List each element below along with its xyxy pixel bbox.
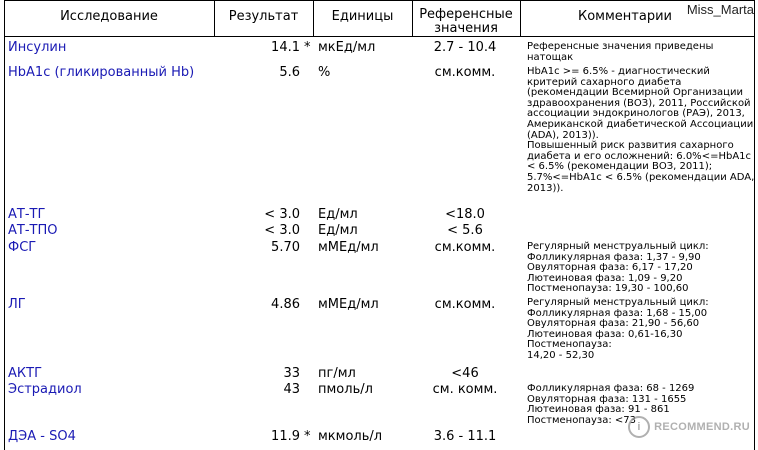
row-comment-insulin: Референсные значения приведены натощак (527, 41, 714, 63)
row-ref-insulin: 2.7 - 10.4 (433, 40, 497, 55)
row-result-fsg: 5.70 (271, 240, 300, 255)
row-unit-fsg: мМЕд/мл (318, 240, 379, 255)
row-name-at-tpo: АТ-ТПО (8, 223, 58, 238)
table-top-border (4, 0, 754, 1)
row-result-estradiol: 43 (283, 382, 300, 397)
row-ref-dea-so4: 3.6 - 11.1 (433, 429, 497, 444)
recommend-logo (628, 416, 750, 438)
row-flag-insulin: * (304, 40, 311, 55)
row-unit-aktg: пг/мл (318, 366, 356, 381)
row-result-dea-so4: 11.9 (271, 429, 300, 444)
row-ref-at-tg: <18.0 (445, 207, 485, 222)
row-name-lg: ЛГ (8, 297, 26, 312)
row-unit-insulin: мкЕд/мл (318, 40, 376, 55)
row-unit-estradiol: пмоль/л (318, 382, 373, 397)
row-unit-lg: мМЕд/мл (318, 297, 379, 312)
row-result-hba1c: 5.6 (279, 65, 300, 80)
row-result-insulin: 14.1 (271, 40, 300, 55)
col-divider-5 (520, 0, 521, 36)
row-result-aktg: 33 (283, 366, 300, 381)
header-reference: Референсные значения (419, 7, 513, 36)
col-divider-1 (4, 0, 5, 450)
row-ref-estradiol: см. комм. (432, 382, 498, 397)
row-name-insulin: Инсулин (8, 40, 67, 55)
row-name-fsg: ФСГ (8, 240, 37, 255)
row-unit-hba1c: % (318, 65, 331, 80)
row-result-lg: 4.86 (271, 297, 300, 312)
header-units: Единицы (331, 9, 394, 24)
row-comment-fsg: Регулярный менструальный цикл: Фолликулярная фаза: 1,37 - 9,90 Овуляторная фаза: 6,17 - 17,20 Лютеиновая фаза: 1,09 - 9,20 Постменопауза: 19,30 - 100,60 (527, 241, 709, 295)
recommend-logo-text: RECOMMEND.RU (654, 421, 750, 433)
row-comment-hba1c: HbA1c >= 6.5% - диагностический критерий сахарного диабета (рекомендации Всемирной Организации здравоохранения (ВОЗ), 2011, Российской ассоциации эндокринологов (РАЭ), 2013, Американской диабетической Ассоциации (ADA), 2013)). Повышенный риск развития сахарного диабета и его осложнений: 6.0%<=HbA1c < 6.5% (рекомендации ВОЗ, 2011); 5.7%<=HbA1c < 6.5% (рекомендации ADA, 2013)). (527, 66, 755, 194)
row-result-at-tpo: < 3.0 (264, 223, 300, 238)
row-comment-lg: Регулярный менструальный цикл: Фолликулярная фаза: 1,68 - 15,00 Овуляторная фаза: 21,90 - 56,60 Лютеиновая фаза: 0,61-16,30 Постменопауза: 14,20 - 52,30 (527, 297, 709, 361)
row-ref-hba1c: см.комм. (434, 65, 496, 80)
author-watermark: Miss_Marta (686, 2, 754, 17)
header-study: Исследование (60, 9, 158, 24)
row-flag-dea-so4: * (304, 429, 311, 444)
row-name-estradiol: Эстрадиол (8, 382, 82, 397)
row-name-at-tg: АТ-ТГ (8, 207, 46, 222)
row-ref-aktg: <46 (451, 366, 479, 381)
row-name-hba1c: HbA1c (гликированный Hb) (8, 65, 195, 80)
row-unit-dea-so4: мкмоль/л (318, 429, 383, 444)
row-ref-fsg: см.комм. (434, 240, 496, 255)
row-ref-lg: см.комм. (434, 297, 496, 312)
header-result: Результат (228, 9, 299, 24)
recommend-logo-icon: i (628, 416, 650, 438)
row-ref-at-tpo: < 5.6 (447, 223, 483, 238)
header-bottom-border (4, 36, 754, 37)
row-unit-at-tpo: Ед/мл (318, 223, 358, 238)
row-comment-estradiol: Фолликулярная фаза: 68 - 1269 Овуляторная фаза: 131 - 1655 Лютеиновая фаза: 91 - 861 Постменопауза: <73 (527, 383, 695, 426)
row-name-aktg: АКТГ (8, 366, 42, 381)
row-unit-at-tg: Ед/мл (318, 207, 358, 222)
header-comments: Комментарии (578, 9, 672, 24)
row-name-dea-so4: ДЭА - SO4 (8, 429, 76, 444)
row-result-at-tg: < 3.0 (264, 207, 300, 222)
